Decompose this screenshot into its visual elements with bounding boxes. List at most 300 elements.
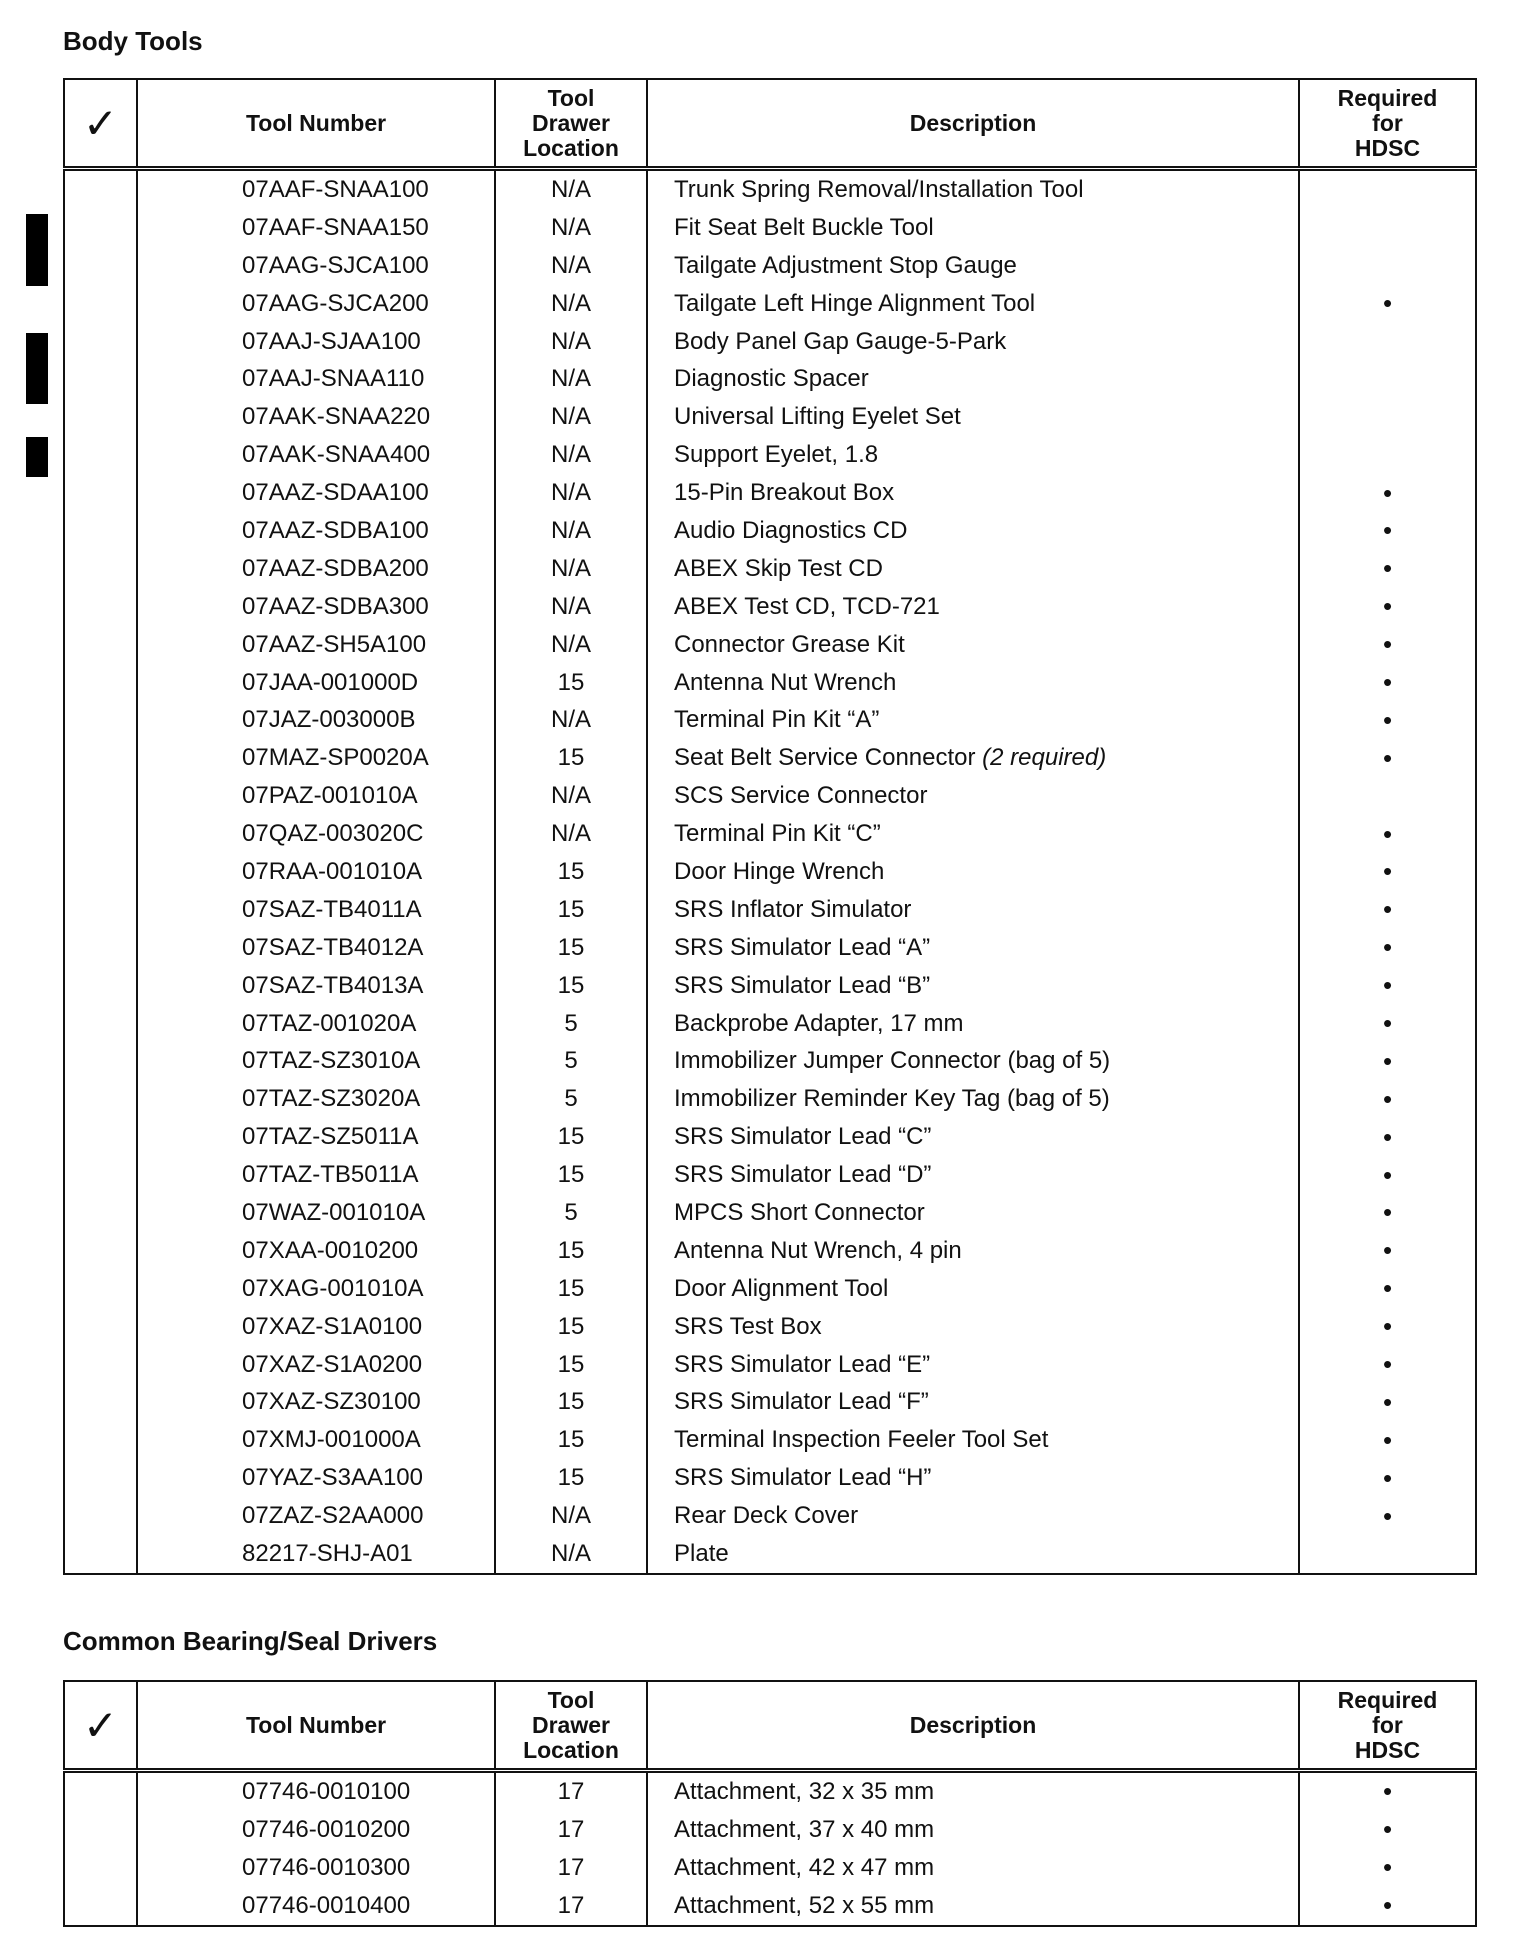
revision-bar	[26, 214, 48, 286]
description-text: Plate	[674, 1540, 729, 1567]
check-cell	[64, 436, 137, 474]
revision-bar	[26, 437, 48, 477]
description-text: MPCS Short Connector	[674, 1198, 925, 1226]
check-cell	[64, 1421, 137, 1459]
description-text: ABEX Test CD, TCD-721	[674, 592, 940, 620]
table-row	[64, 1421, 1476, 1459]
description-note: (2 required)	[982, 744, 1107, 772]
description	[647, 664, 1299, 702]
table-row	[64, 474, 1476, 512]
tool-number: 07AAZ-SDBA100	[137, 512, 495, 550]
check-cell	[64, 1811, 137, 1849]
tool-number: 07JAA-001000D	[137, 664, 495, 702]
description	[647, 1005, 1299, 1043]
required-bullet: •	[1299, 739, 1476, 777]
description	[647, 626, 1299, 664]
check-cell	[64, 1232, 137, 1270]
tool-number: 07AAJ-SNAA110	[137, 360, 495, 398]
drawer-location: 17	[495, 1771, 647, 1811]
table-row	[64, 436, 1476, 474]
table-row	[64, 853, 1476, 891]
tool-number: 07MAZ-SP0020A	[137, 739, 495, 777]
check-cell	[64, 1118, 137, 1156]
required-bullet: •	[1299, 1194, 1476, 1232]
drawer-location: 15	[495, 1346, 647, 1384]
check-cell	[64, 777, 137, 815]
description	[647, 967, 1299, 1005]
required-bullet: •	[1299, 815, 1476, 853]
required-bullet: •	[1299, 1384, 1476, 1422]
check-cell	[64, 929, 137, 967]
description-text: Seat Belt Service Connector	[674, 744, 976, 772]
tool-number: 07746-0010300	[137, 1849, 495, 1887]
check-cell	[64, 853, 137, 891]
required-bullet: •	[1299, 701, 1476, 739]
table-row	[64, 247, 1476, 285]
tool-number: 07QAZ-003020C	[137, 815, 495, 853]
table-row	[64, 1887, 1476, 1926]
header-tool-number: Tool Number	[137, 1681, 495, 1771]
drawer-location: 5	[495, 1194, 647, 1232]
tool-number: 07AAF-SNAA150	[137, 209, 495, 247]
drawer-location: N/A	[495, 169, 647, 209]
check-cell	[64, 323, 137, 361]
check-cell	[64, 285, 137, 323]
required-bullet: •	[1299, 891, 1476, 929]
drawer-location: 15	[495, 1421, 647, 1459]
description-text: Body Panel Gap Gauge-5-Park	[674, 327, 1007, 355]
required-bullet: •	[1299, 853, 1476, 891]
drawer-location: N/A	[495, 550, 647, 588]
table-row	[64, 1459, 1476, 1497]
body-tools-table	[63, 78, 1477, 1575]
description-text: SRS Inflator Simulator	[674, 895, 912, 923]
drawer-location: 15	[495, 1384, 647, 1422]
drawer-location: 17	[495, 1887, 647, 1926]
check-cell	[64, 891, 137, 929]
description	[647, 588, 1299, 626]
check-cell	[64, 398, 137, 436]
check-cell	[64, 512, 137, 550]
description	[647, 512, 1299, 550]
check-cell	[64, 169, 137, 209]
tool-number: 07XAZ-S1A0100	[137, 1308, 495, 1346]
description-text: 15-Pin Breakout Box	[674, 479, 895, 507]
description-text: Backprobe Adapter, 17 mm	[674, 1009, 964, 1037]
description-text: Attachment, 42 x 47 mm	[674, 1853, 935, 1881]
tool-number: 07XAA-0010200	[137, 1232, 495, 1270]
check-cell	[64, 739, 137, 777]
section-title-body-tools: Body Tools	[63, 26, 203, 56]
tool-number: 07SAZ-TB4011A	[137, 891, 495, 929]
description-text: SRS Simulator Lead “B”	[674, 971, 931, 999]
description	[647, 701, 1299, 739]
drawer-location: N/A	[495, 1497, 647, 1535]
required-bullet	[1299, 209, 1476, 247]
drawer-location: 15	[495, 891, 647, 929]
description	[647, 1194, 1299, 1232]
description	[647, 1346, 1299, 1384]
required-bullet: •	[1299, 929, 1476, 967]
table-row	[64, 1384, 1476, 1422]
tool-number: 07SAZ-TB4012A	[137, 929, 495, 967]
tool-number: 07746-0010400	[137, 1887, 495, 1926]
description-text: SRS Simulator Lead “C”	[674, 1123, 932, 1151]
check-cell	[64, 588, 137, 626]
description-text: ABEX Skip Test CD	[674, 554, 883, 582]
description-text: Tailgate Adjustment Stop Gauge	[674, 251, 1017, 279]
description-text: Support Eyelet, 1.8	[674, 441, 879, 469]
required-bullet: •	[1299, 1156, 1476, 1194]
description	[647, 1849, 1299, 1887]
description	[647, 1459, 1299, 1497]
check-cell	[64, 550, 137, 588]
tool-number: 07AAZ-SH5A100	[137, 626, 495, 664]
table-row	[64, 1194, 1476, 1232]
drawer-location: N/A	[495, 701, 647, 739]
table-row	[64, 929, 1476, 967]
drawer-location: N/A	[495, 815, 647, 853]
table-row	[64, 360, 1476, 398]
description	[647, 398, 1299, 436]
check-cell	[64, 1080, 137, 1118]
description	[647, 853, 1299, 891]
check-cell	[64, 1270, 137, 1308]
check-cell	[64, 1497, 137, 1535]
check-cell	[64, 701, 137, 739]
required-bullet: •	[1299, 1270, 1476, 1308]
description	[647, 1270, 1299, 1308]
description	[647, 1384, 1299, 1422]
drawer-location: 15	[495, 967, 647, 1005]
drawer-location: 15	[495, 1232, 647, 1270]
description-text: Immobilizer Reminder Key Tag (bag of 5)	[674, 1085, 1110, 1113]
required-bullet: •	[1299, 664, 1476, 702]
description-text: Door Alignment Tool	[674, 1274, 889, 1302]
description	[647, 891, 1299, 929]
required-bullet: •	[1299, 1497, 1476, 1535]
drawer-location: 5	[495, 1005, 647, 1043]
drawer-location: N/A	[495, 777, 647, 815]
table-header-row	[64, 79, 1476, 169]
required-bullet: •	[1299, 1459, 1476, 1497]
header-tool-number: Tool Number	[137, 79, 495, 169]
drawer-location: 15	[495, 664, 647, 702]
required-bullet	[1299, 247, 1476, 285]
tool-number: 07TAZ-SZ3010A	[137, 1042, 495, 1080]
required-bullet: •	[1299, 1005, 1476, 1043]
tool-number: 07AAK-SNAA400	[137, 436, 495, 474]
required-bullet: •	[1299, 588, 1476, 626]
description	[647, 285, 1299, 323]
required-bullet: •	[1299, 1887, 1476, 1926]
drawer-location: 15	[495, 853, 647, 891]
description	[647, 739, 1299, 777]
tool-number: 07XMJ-001000A	[137, 1421, 495, 1459]
description-text: Tailgate Left Hinge Alignment Tool	[674, 289, 1036, 317]
check-cell	[64, 1887, 137, 1926]
required-bullet: •	[1299, 512, 1476, 550]
revision-bar	[26, 333, 48, 404]
drawer-location: 15	[495, 1156, 647, 1194]
table-row	[64, 285, 1476, 323]
table-row	[64, 209, 1476, 247]
tool-number: 07YAZ-S3AA100	[137, 1459, 495, 1497]
header-drawer-location: Tool Drawer Location	[495, 79, 647, 169]
description	[647, 1308, 1299, 1346]
description	[647, 815, 1299, 853]
table-row	[64, 701, 1476, 739]
description	[647, 323, 1299, 361]
description-text: Fit Seat Belt Buckle Tool	[674, 213, 934, 241]
drawer-location: N/A	[495, 512, 647, 550]
table-row	[64, 398, 1476, 436]
check-cell	[64, 1384, 137, 1422]
required-bullet: •	[1299, 1346, 1476, 1384]
description-text: SRS Simulator Lead “D”	[674, 1161, 932, 1189]
bearing-seal-drivers-table	[63, 1680, 1477, 1927]
drawer-location: N/A	[495, 474, 647, 512]
required-bullet	[1299, 323, 1476, 361]
tool-number: 07AAF-SNAA100	[137, 169, 495, 209]
drawer-location: N/A	[495, 323, 647, 361]
table-row	[64, 1232, 1476, 1270]
table-row	[64, 323, 1476, 361]
tool-number: 07TAZ-SZ5011A	[137, 1118, 495, 1156]
drawer-location: N/A	[495, 209, 647, 247]
check-cell	[64, 1194, 137, 1232]
table-row	[64, 169, 1476, 209]
table-row	[64, 1811, 1476, 1849]
drawer-location: 5	[495, 1080, 647, 1118]
tool-number: 07AAJ-SJAA100	[137, 323, 495, 361]
drawer-location: N/A	[495, 588, 647, 626]
required-bullet	[1299, 1535, 1476, 1574]
required-bullet: •	[1299, 1811, 1476, 1849]
required-bullet: •	[1299, 1232, 1476, 1270]
tool-number: 07TAZ-SZ3020A	[137, 1080, 495, 1118]
check-cell	[64, 1346, 137, 1384]
drawer-location: 15	[495, 739, 647, 777]
description-text: Terminal Pin Kit “C”	[674, 820, 881, 848]
tool-number: 07746-0010200	[137, 1811, 495, 1849]
description	[647, 1771, 1299, 1811]
description-text: Attachment, 32 x 35 mm	[674, 1777, 935, 1805]
table-row	[64, 1849, 1476, 1887]
description	[647, 929, 1299, 967]
check-cell	[64, 209, 137, 247]
check-cell	[64, 474, 137, 512]
required-bullet: •	[1299, 967, 1476, 1005]
check-cell	[64, 626, 137, 664]
required-bullet: •	[1299, 1080, 1476, 1118]
table-row	[64, 550, 1476, 588]
header-required-hdsc: Required for HDSC	[1299, 1681, 1476, 1771]
check-cell	[64, 967, 137, 1005]
description-text: Door Hinge Wrench	[674, 857, 885, 885]
tool-number: 07XAZ-SZ30100	[137, 1384, 495, 1422]
description-text: SRS Test Box	[674, 1312, 822, 1340]
description	[647, 474, 1299, 512]
required-bullet	[1299, 169, 1476, 209]
description-text: Audio Diagnostics CD	[674, 516, 908, 544]
table-row	[64, 1535, 1476, 1574]
drawer-location: N/A	[495, 360, 647, 398]
description-text: Rear Deck Cover	[674, 1502, 859, 1530]
required-bullet	[1299, 398, 1476, 436]
tool-number: 07JAZ-003000B	[137, 701, 495, 739]
tool-number: 07ZAZ-S2AA000	[137, 1497, 495, 1535]
table-row	[64, 512, 1476, 550]
description-text: Immobilizer Jumper Connector (bag of 5)	[674, 1047, 1111, 1075]
table-row	[64, 1497, 1476, 1535]
check-cell	[64, 360, 137, 398]
drawer-location: N/A	[495, 398, 647, 436]
tool-number: 07AAZ-SDBA200	[137, 550, 495, 588]
required-bullet: •	[1299, 1118, 1476, 1156]
description-text: SCS Service Connector	[674, 782, 928, 810]
required-bullet: •	[1299, 1421, 1476, 1459]
table-row	[64, 1771, 1476, 1811]
description	[647, 1535, 1299, 1574]
tool-number: 82217-SHJ-A01	[137, 1535, 495, 1574]
required-bullet: •	[1299, 285, 1476, 323]
required-bullet: •	[1299, 474, 1476, 512]
description	[647, 209, 1299, 247]
drawer-location: N/A	[495, 247, 647, 285]
tool-number: 07746-0010100	[137, 1771, 495, 1811]
tool-number: 07TAZ-TB5011A	[137, 1156, 495, 1194]
description	[647, 1042, 1299, 1080]
check-cell	[64, 1535, 137, 1574]
table-row	[64, 891, 1476, 929]
description-text: Attachment, 37 x 40 mm	[674, 1815, 935, 1843]
tool-number: 07AAK-SNAA220	[137, 398, 495, 436]
check-cell	[64, 1771, 137, 1811]
check-cell	[64, 247, 137, 285]
table-row	[64, 626, 1476, 664]
check-cell	[64, 1849, 137, 1887]
description-text: Terminal Pin Kit “A”	[674, 706, 880, 734]
table-row	[64, 1308, 1476, 1346]
description	[647, 1080, 1299, 1118]
description	[647, 1421, 1299, 1459]
tool-number: 07TAZ-001020A	[137, 1005, 495, 1043]
description-text: Terminal Inspection Feeler Tool Set	[674, 1426, 1049, 1454]
description	[647, 550, 1299, 588]
checkmark-icon: ✓	[64, 1681, 137, 1771]
required-bullet: •	[1299, 1042, 1476, 1080]
required-bullet: •	[1299, 1849, 1476, 1887]
drawer-location: 15	[495, 929, 647, 967]
table-row	[64, 967, 1476, 1005]
table-row	[64, 664, 1476, 702]
drawer-location: 15	[495, 1118, 647, 1156]
drawer-location: N/A	[495, 436, 647, 474]
required-bullet: •	[1299, 1308, 1476, 1346]
header-description: Description	[647, 1681, 1299, 1771]
drawer-location: 17	[495, 1849, 647, 1887]
check-cell	[64, 664, 137, 702]
drawer-location: N/A	[495, 285, 647, 323]
description-text: Trunk Spring Removal/Installation Tool	[674, 175, 1084, 203]
table-row	[64, 777, 1476, 815]
tool-number: 07WAZ-001010A	[137, 1194, 495, 1232]
description-text: SRS Simulator Lead “A”	[674, 933, 931, 961]
description-text: Diagnostic Spacer	[674, 365, 869, 393]
table-row	[64, 1118, 1476, 1156]
tool-number: 07AAZ-SDBA300	[137, 588, 495, 626]
section-title-bearing-seal-drivers: Common Bearing/Seal Drivers	[63, 1626, 438, 1656]
tool-number: 07PAZ-001010A	[137, 777, 495, 815]
tool-number: 07AAZ-SDAA100	[137, 474, 495, 512]
table-row	[64, 1042, 1476, 1080]
check-cell	[64, 1005, 137, 1043]
description	[647, 436, 1299, 474]
description	[647, 1497, 1299, 1535]
table-header-row	[64, 1681, 1476, 1771]
required-bullet	[1299, 777, 1476, 815]
description	[647, 360, 1299, 398]
required-bullet	[1299, 436, 1476, 474]
drawer-location: 15	[495, 1459, 647, 1497]
tool-number: 07XAG-001010A	[137, 1270, 495, 1308]
description-text: Attachment, 52 x 55 mm	[674, 1891, 935, 1919]
header-required-hdsc: Required for HDSC	[1299, 79, 1476, 169]
description-text: Connector Grease Kit	[674, 630, 905, 658]
table-row	[64, 1080, 1476, 1118]
drawer-location: N/A	[495, 1535, 647, 1574]
tool-number: 07AAG-SJCA100	[137, 247, 495, 285]
description-text: SRS Simulator Lead “E”	[674, 1350, 931, 1378]
description	[647, 169, 1299, 209]
description	[647, 1887, 1299, 1926]
description	[647, 1118, 1299, 1156]
tool-number: 07AAG-SJCA200	[137, 285, 495, 323]
drawer-location: N/A	[495, 626, 647, 664]
required-bullet: •	[1299, 550, 1476, 588]
table-row	[64, 588, 1476, 626]
required-bullet: •	[1299, 1771, 1476, 1811]
required-bullet	[1299, 360, 1476, 398]
tool-number: 07XAZ-S1A0200	[137, 1346, 495, 1384]
drawer-location: 15	[495, 1270, 647, 1308]
check-cell	[64, 1308, 137, 1346]
table-row	[64, 739, 1476, 777]
tool-number: 07RAA-001010A	[137, 853, 495, 891]
table-row	[64, 1005, 1476, 1043]
description-text: Antenna Nut Wrench	[674, 668, 897, 696]
description	[647, 247, 1299, 285]
header-description: Description	[647, 79, 1299, 169]
description-text: Antenna Nut Wrench, 4 pin	[674, 1236, 962, 1264]
description	[647, 1232, 1299, 1270]
drawer-location: 15	[495, 1308, 647, 1346]
description-text: Universal Lifting Eyelet Set	[674, 403, 961, 431]
description	[647, 1156, 1299, 1194]
required-bullet: •	[1299, 626, 1476, 664]
drawer-location: 5	[495, 1042, 647, 1080]
tool-number: 07SAZ-TB4013A	[137, 967, 495, 1005]
table-row	[64, 815, 1476, 853]
checkmark-icon: ✓	[64, 79, 137, 169]
header-drawer-location: Tool Drawer Location	[495, 1681, 647, 1771]
check-cell	[64, 1459, 137, 1497]
description	[647, 1811, 1299, 1849]
check-cell	[64, 1156, 137, 1194]
description-text: SRS Simulator Lead “H”	[674, 1464, 932, 1492]
table-row	[64, 1156, 1476, 1194]
